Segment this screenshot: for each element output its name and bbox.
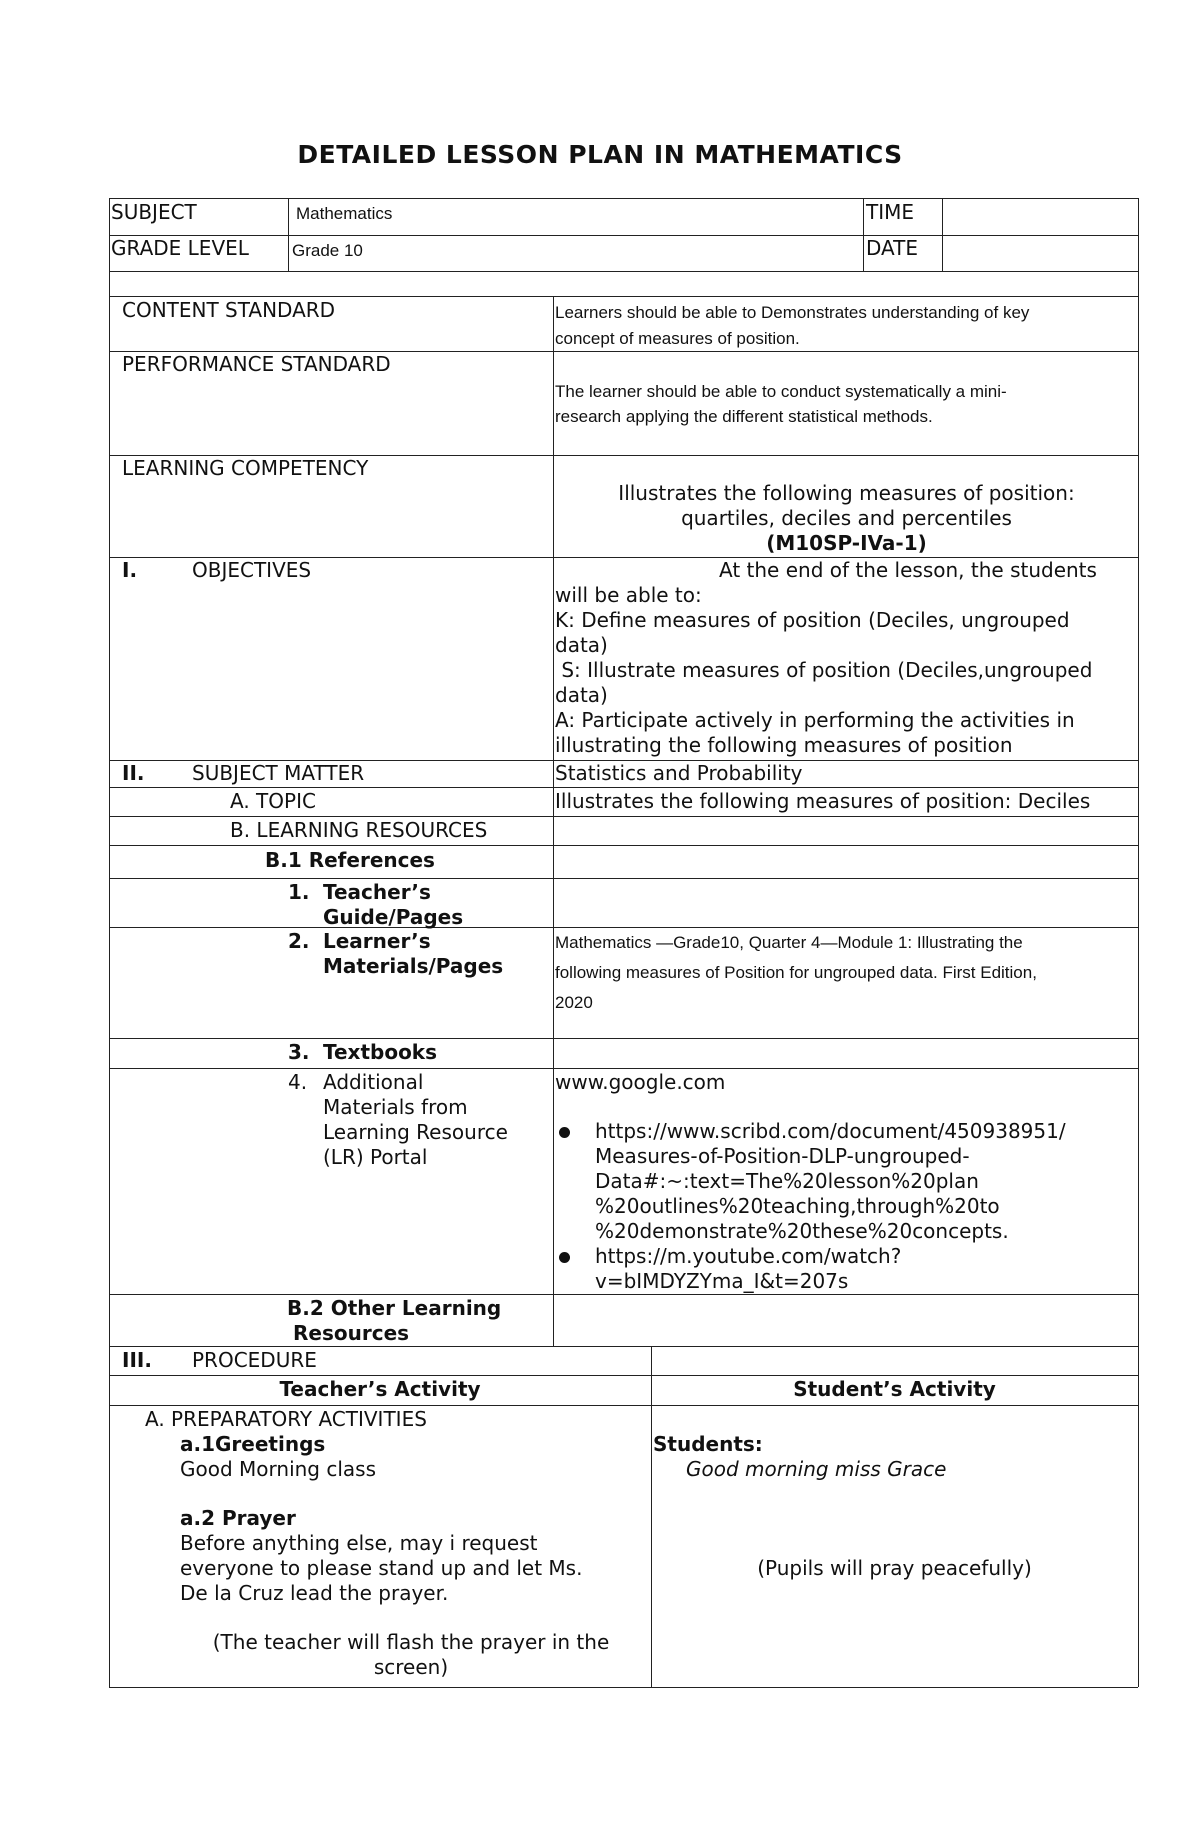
content-standard-label: CONTENT STANDARD (122, 298, 336, 322)
page-title: DETAILED LESSON PLAN IN MATHEMATICS (297, 140, 903, 169)
link-youtube-line-2[interactable]: v=bIMDYZYma_I&t=207s (595, 1269, 849, 1293)
bullet-icon (559, 1127, 570, 1138)
flash-line-1: (The teacher will flash the prayer in the (212, 1630, 610, 1654)
students-reply: Good morning miss Grace (686, 1457, 947, 1481)
competency-line-2: quartiles, deciles and percentiles (681, 506, 1012, 530)
date-label: DATE (866, 236, 919, 260)
additional-materials-number: 4. (288, 1070, 308, 1094)
performance-standard-line-1: The learner should be able to conduct systematically a mini- (555, 382, 1007, 401)
procedure-number: III. (122, 1348, 152, 1372)
teacher-activity-header: Teacher’s Activity (279, 1377, 481, 1401)
flash-line-2: screen) (373, 1655, 449, 1679)
other-resources-line-2: Resources (293, 1321, 410, 1345)
learners-materials-value-2: following measures of Position for ungrouped data. First Edition, (555, 963, 1037, 982)
textbooks-label: Textbooks (323, 1040, 438, 1064)
student-activity-header: Student’s Activity (793, 1377, 996, 1401)
prayer-label: a.2 Prayer (180, 1506, 296, 1530)
learning-competency-label: LEARNING COMPETENCY (122, 456, 369, 480)
objectives-line-2: will be able to: (555, 583, 702, 607)
performance-standard-label: PERFORMANCE STANDARD (122, 352, 391, 376)
objectives-label: OBJECTIVES (192, 558, 312, 582)
link-scribd-line-2[interactable]: Measures-of-Position-DLP-ungrouped- (595, 1144, 970, 1168)
pray-reply: (Pupils will pray peacefully) (757, 1556, 1032, 1580)
objectives-line-3: K: Define measures of position (Deciles, ungrouped (555, 608, 1070, 632)
link-scribd-line-1[interactable]: https://www.scribd.com/document/450938951/ (595, 1119, 1066, 1143)
topic-value: Illustrates the following measures of position: Deciles (555, 789, 1091, 813)
other-resources-line-1: B.2 Other Learning (287, 1296, 502, 1320)
objectives-line-6: data) (555, 683, 608, 707)
prayer-line-2: everyone to please stand up and let Ms. (180, 1556, 583, 1580)
greetings-label: a.1Greetings (180, 1432, 326, 1456)
content-standard-line-1: Learners should be able to Demonstrates understanding of key (555, 303, 1030, 322)
grade-level-label: GRADE LEVEL (111, 236, 249, 260)
link-scribd-line-4[interactable]: %20outlines%20teaching,through%20to (595, 1194, 1000, 1218)
textbooks-number: 3. (288, 1040, 310, 1064)
prayer-line-3: De la Cruz lead the prayer. (180, 1581, 449, 1605)
learners-materials-line-2: Materials/Pages (323, 954, 504, 978)
link-scribd-line-3[interactable]: Data#:~:text=The%20lesson%20plan (595, 1169, 979, 1193)
objectives-line-7: A: Participate actively in performing the activities in (555, 708, 1075, 732)
performance-standard-line-2: research applying the different statistical methods. (555, 407, 933, 426)
prayer-line-1: Before anything else, may i request (180, 1531, 538, 1555)
competency-line-1: Illustrates the following measures of position: (618, 481, 1075, 505)
objectives-line-8: illustrating the following measures of position (555, 733, 1013, 757)
teachers-guide-line-1: Teacher’s (323, 880, 431, 904)
link-scribd-line-5[interactable]: %20demonstrate%20these%20concepts. (595, 1219, 1009, 1243)
subject-value: Mathematics (296, 204, 393, 223)
teachers-guide-number: 1. (288, 880, 310, 904)
objectives-line-1: At the end of the lesson, the students (719, 558, 1097, 582)
objectives-number: I. (122, 558, 138, 582)
time-label: TIME (866, 200, 915, 224)
preparatory-activities-label: A. PREPARATORY ACTIVITIES (145, 1407, 427, 1431)
procedure-label: PROCEDURE (192, 1348, 317, 1372)
content-standard-line-2: concept of measures of position. (555, 329, 800, 348)
learners-materials-value-3: 2020 (555, 993, 593, 1012)
greetings-text: Good Morning class (180, 1457, 376, 1481)
subject-matter-number: II. (122, 761, 145, 785)
competency-code (555, 531, 1138, 556)
grade-level-value: Grade 10 (292, 241, 363, 260)
additional-materials-line-3: Learning Resource (323, 1120, 508, 1144)
references-label: B.1 References (265, 848, 435, 872)
topic-label: A. TOPIC (230, 789, 316, 813)
learning-resources-label: B. LEARNING RESOURCES (230, 818, 488, 842)
learners-materials-line-1: Learner’s (323, 929, 431, 953)
additional-materials-line-2: Materials from (323, 1095, 468, 1119)
link-youtube-line-1[interactable]: https://m.youtube.com/watch? (595, 1244, 902, 1268)
subject-matter-value: Statistics and Probability (555, 761, 803, 785)
students-label: Students: (653, 1432, 763, 1456)
link-google[interactable]: www.google.com (555, 1070, 726, 1094)
teachers-guide-line-2: Guide/Pages (323, 905, 464, 929)
objectives-line-4: data) (555, 633, 608, 657)
additional-materials-line-4: (LR) Portal (323, 1145, 428, 1169)
additional-materials-line-1: Additional (323, 1070, 424, 1094)
learners-materials-value-1: Mathematics —Grade10, Quarter 4—Module 1: Illustrating the (555, 933, 1023, 952)
bullet-icon (559, 1252, 570, 1263)
objectives-line-5: S: Illustrate measures of position (Deciles,ungrouped (555, 658, 1093, 682)
competency-code-text: (M10SP-IVa-1) (766, 531, 927, 555)
subject-matter-label: SUBJECT MATTER (192, 761, 365, 785)
subject-label: SUBJECT (111, 200, 197, 224)
learners-materials-number: 2. (288, 929, 310, 953)
